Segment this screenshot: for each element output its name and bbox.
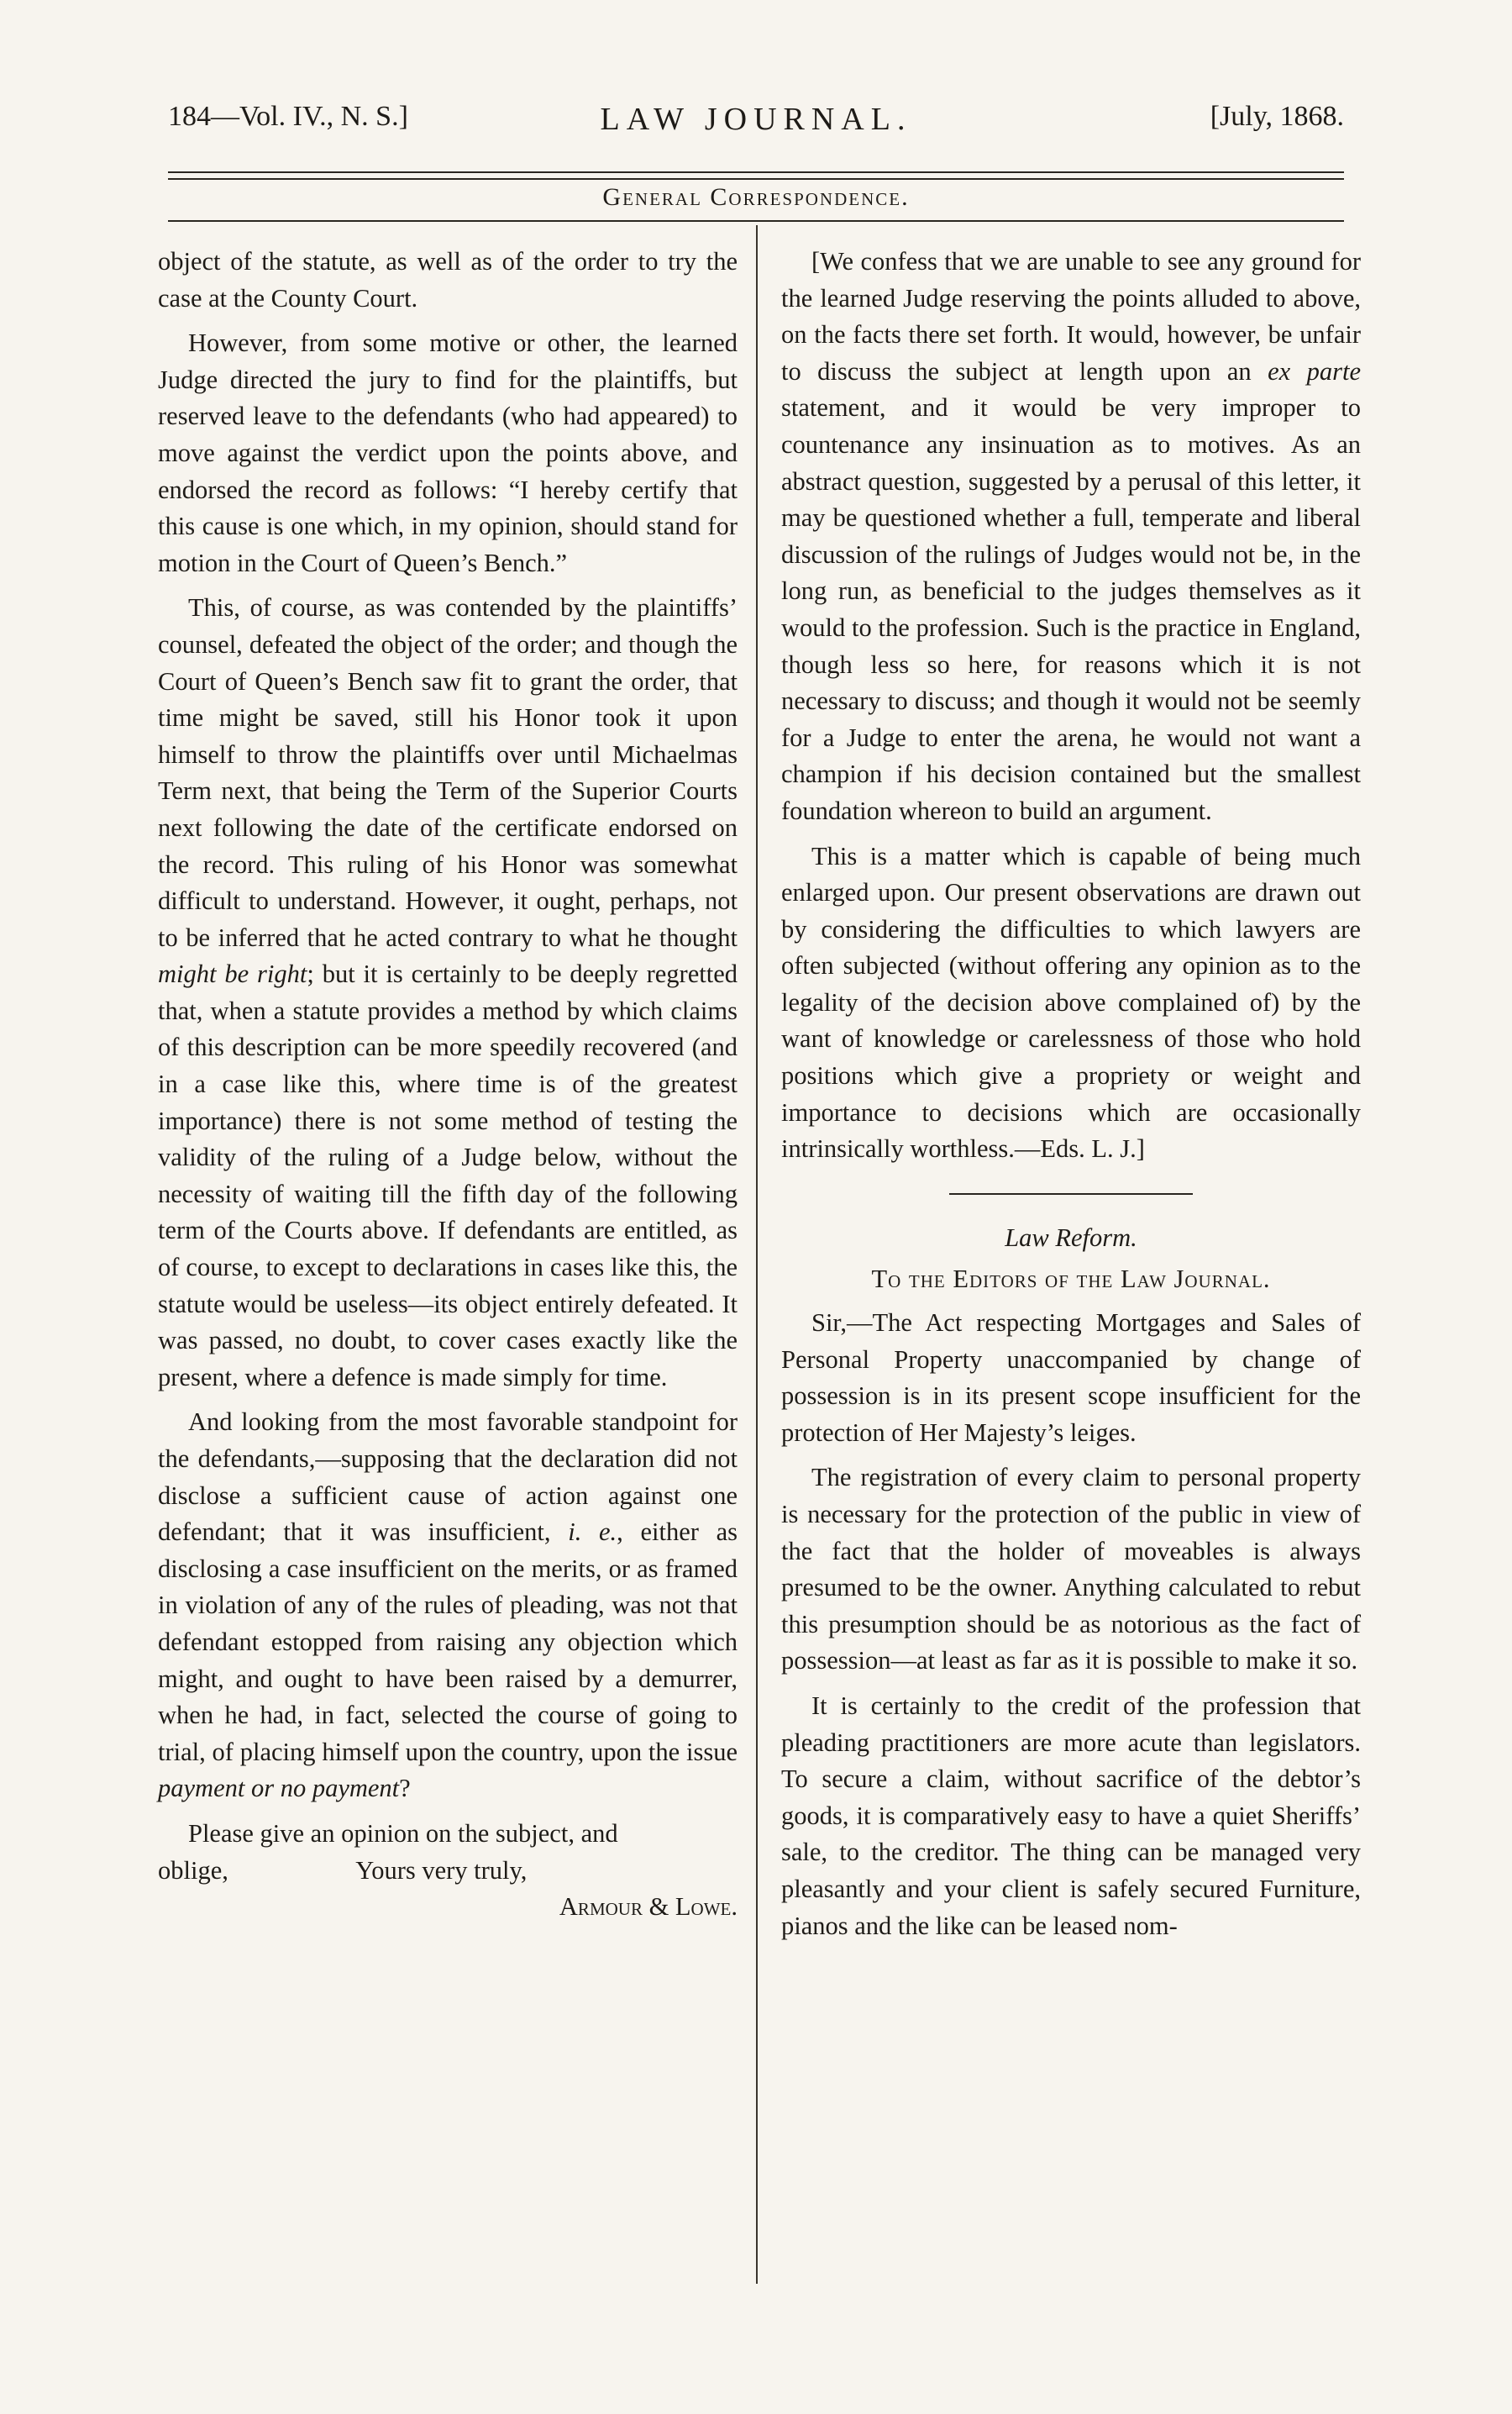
paragraph: This is a matter which is capable of being much enlarged upon. Our present observations are drawn out by considering the difficulties to which lawyers are often subjected (without offering any opinion as to the legality of the decision above complained of) by the want of knowledge or carelessness of those who hold positions which give a propriety or weight and importance to decisions which are occasionally intrinsically worthless.—Eds. L. J.] — [781, 841, 1361, 1164]
right-column — [781, 244, 1361, 1953]
section-separator — [949, 1193, 1193, 1195]
running-header — [168, 101, 1344, 151]
letter-address: To the Editors of the Law Journal. — [871, 1265, 1271, 1294]
header-double-rule — [168, 171, 1344, 180]
column-divider — [756, 225, 758, 2284]
paragraph: Sir,—The Act respecting Mortgages and Sales of Personal Property unaccompanied by change of possession is in its present scope insufficient for the protection of Her Majesty’s leiges. — [781, 1308, 1361, 1447]
paragraph: And looking from the most favorable standpoint for the defendants,—supposing that the declaration did not disclose a sufficient cause of action against one defendant; that it was insufficient, i. e., either as disclosing a case insufficient on the merits, or as framed in violation of any of the rules of pleading, was not that defendant estopped from raising any objection which might, and ought to have been raised by a demurrer, when he had, in fact, selected the course of going to trial, of placing himself upon the country, upon the issue payment or no payment? — [158, 1407, 738, 1803]
paragraph: object of the statute, as well as of the order to try the case at the County Court. — [158, 247, 738, 313]
signature: Armour & Lowe. — [559, 1892, 738, 1922]
article-heading: Law Reform. — [1005, 1223, 1137, 1252]
paragraph: However, from some motive or other, the learned Judge directed the jury to find for the plaintiffs, but reserved leave to the defendants (who had appeared) to move against the verdict upon the points above, and endorsed the record as follows: “I hereby certify that this cause is one which, in my opinion, should stand for motion in the Court of Queen’s Bench.” — [158, 329, 738, 577]
paragraph: This, of course, as was contended by the plaintiffs’ counsel, defeated the object of the order; and though the Court of Queen’s Bench saw fit to grant the order, that time might be saved, still his Honor took it upon himself to throw the plaintiffs over until Michaelmas Term next, that being the Term of the Superior Courts next following the date of the certificate endorsed on the record. This ruling of his Honor was somewhat difficult to understand. However, it ought, perhaps, not to be inferred that he acted contrary to what he thought might be right; but it is certainly to be deeply regretted that, when a statute provides a method by which claims of this description can be more speedily recovered (and in a case like this, where time is of the greatest importance) there is not some method of testing the validity of the ruling of a Judge below, without the necessity of waiting till the fifth day of the following term of the Courts above. If defendants are entitled, as of course, to except to declarations in cases like this, the statute would be useless—its object entirely defeated. It was passed, no doubt, to cover cases exactly like the present, where a defence is made simply for time. — [158, 593, 738, 1391]
valediction: oblige, Yours very truly, — [158, 1855, 528, 1885]
editors-note: [We confess that we are unable to see any ground for the learned Judge reserving the points alluded to above, on the facts there set forth. It would, however, be unfair to discuss the subject at length upon an ex parte statement, and it would be very improper to countenance any insinuation as to motives. As an abstract question, suggested by a perusal of this letter, it may be questioned whether a full, temperate and liberal discussion of the rulings of Judges would not be, in the long run, as beneficial to the judges themselves as it would to the profession. Such is the practice in England, though less so here, for reasons which it is not necessary to discuss; and though it would not be seemly for a Judge to enter the arena, he would not want a champion if his decision contained but the smallest foundation whereon to build an argument. — [781, 247, 1361, 825]
issue-date: [July, 1868. — [1210, 101, 1344, 132]
journal-title: LAW JOURNAL. — [600, 102, 912, 137]
closing-line: Please give an opinion on the subject, and — [188, 1818, 618, 1848]
section-title: General Correspondence. — [602, 183, 910, 211]
left-column — [158, 244, 738, 1926]
section-rule — [168, 220, 1344, 222]
paragraph: The registration of every claim to personal property is necessary for the protection of the public in view of the fact that the holder of moveables is always presumed to be the owner. Anything calculated to rebut this presumption should be as notorious as the fact of possession—at least as far as it is possible to make it so. — [781, 1463, 1361, 1675]
paragraph: It is certainly to the credit of the profession that pleading practitioners are more acute than legislators. To secure a claim, without sacrifice of the debtor’s goods, it is comparatively easy to have a quiet Sheriffs’ sale, to the creditor. The thing can be managed very pleasantly and your client is safely secured Furniture, pianos and the like can be leased nom- — [781, 1691, 1361, 1940]
page-volume-label: 184—Vol. IV., N. S.] — [168, 101, 408, 132]
